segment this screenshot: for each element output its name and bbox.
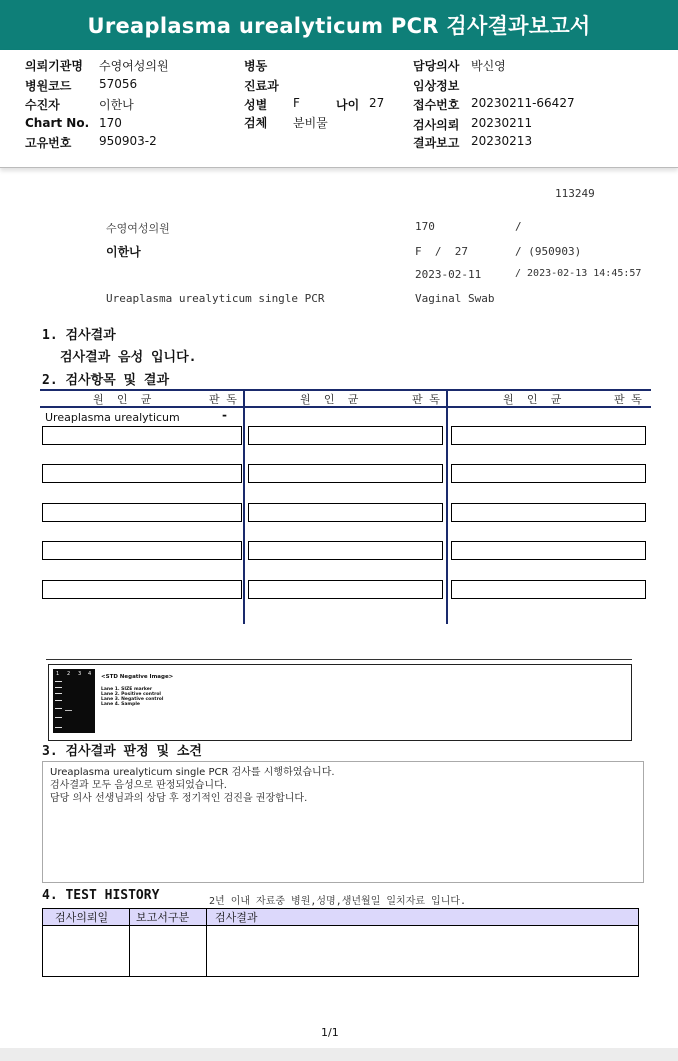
section1-title: 1. 검사결과 <box>42 328 116 343</box>
col-header-cause-2: 원 인 균 <box>300 393 359 406</box>
result-box <box>42 426 242 445</box>
gel-title: <STD Negative Image> <box>101 674 174 680</box>
report-title-bar <box>0 0 678 50</box>
result-box <box>248 426 443 445</box>
info-specimen: Vaginal Swab <box>415 292 495 305</box>
findings-box <box>42 761 644 883</box>
section4-note: 2년 이내 자료중 병원,성명,생년월일 일치자료 입니다. <box>209 896 467 907</box>
marker-band <box>55 700 62 701</box>
lane-number: 1 <box>56 671 60 677</box>
marker-band <box>55 693 62 694</box>
section3-title: 3. 검사결과 판정 및 소견 <box>42 744 202 759</box>
history-col-result: 검사결과 <box>207 909 638 926</box>
sex-value: F <box>293 96 300 110</box>
institution-value: 수영여성의원 <box>99 59 169 73</box>
doctor-label: 담당의사 <box>413 59 460 73</box>
page-number: 1/1 <box>321 1026 339 1039</box>
specimen-value: 분비물 <box>293 116 328 130</box>
result-box <box>451 464 646 483</box>
report-date-value: 20230213 <box>471 134 533 148</box>
history-col-divider <box>206 909 207 976</box>
item-name-1: Ureaplasma urealyticum <box>45 411 180 424</box>
chart-no-label: Chart No. <box>25 116 90 130</box>
report-title: Ureaplasma urealyticum PCR 검사결과보고서 <box>87 14 591 38</box>
institution-label: 의뢰기관명 <box>25 59 83 73</box>
id-number: 113249 <box>555 187 595 200</box>
section1-result: 검사결과 음성 입니다. <box>60 350 197 365</box>
item-result-1: - <box>222 408 227 422</box>
doctor-value: 박신영 <box>471 59 506 73</box>
result-box <box>451 580 646 599</box>
result-box <box>42 503 242 522</box>
patient-label: 수진자 <box>25 98 60 112</box>
result-box <box>248 503 443 522</box>
receipt-no-label: 접수번호 <box>413 98 460 112</box>
hospital-code-value: 57056 <box>99 77 138 91</box>
report-date-label: 결과보고 <box>413 136 460 150</box>
result-box <box>42 541 242 560</box>
history-col-divider <box>129 909 130 976</box>
finding-line: Ureaplasma urealyticum single PCR 검사를 시행하였습니다. <box>50 767 335 778</box>
gel-lane-desc: Lane 2. Positive control <box>101 692 161 697</box>
receipt-no-value: 20230211-66427 <box>471 96 575 110</box>
grid-vline-1 <box>243 389 245 624</box>
col-header-cause-1: 원 인 균 <box>93 393 152 406</box>
col-header-judge-1: 판 독 <box>209 393 237 406</box>
chart-no-value: 170 <box>99 116 122 130</box>
lane-number: 4 <box>88 671 92 677</box>
info-request-date: 2023-02-11 <box>415 268 482 281</box>
gel-lane-desc: Lane 4. Sample <box>101 702 140 707</box>
col-header-judge-2: 판 독 <box>412 393 440 406</box>
specimen-label: 검체 <box>244 116 268 130</box>
info-slash: / <box>515 220 522 233</box>
history-col-request-date: 검사의뢰일 <box>43 909 129 926</box>
gel-top-rule <box>46 659 632 660</box>
test-history-table <box>42 908 639 977</box>
ward-label: 병동 <box>244 59 268 73</box>
clinical-info-label: 임상정보 <box>413 79 460 93</box>
request-date-value: 20230211 <box>471 116 533 130</box>
info-patient: 이한나 <box>106 245 141 259</box>
marker-band <box>55 681 62 682</box>
gel-electrophoresis-image <box>53 669 95 733</box>
unique-no-label: 고유번호 <box>25 136 72 150</box>
gel-lane-desc: Lane 3. Negative control <box>101 697 164 702</box>
info-report-datetime: / 2023-02-13 14:45:57 <box>515 268 642 279</box>
lane-number: 2 <box>67 671 71 677</box>
sex-label: 성별 <box>244 98 268 112</box>
unique-no-value: 950903-2 <box>99 134 157 148</box>
footer-strip <box>0 1048 678 1061</box>
info-institution: 수영여성의원 <box>106 222 170 235</box>
lane-number: 3 <box>78 671 82 677</box>
result-box <box>248 541 443 560</box>
marker-band <box>55 727 62 728</box>
info-chart-no: 170 <box>415 220 435 233</box>
info-test-name: Ureaplasma urealyticum single PCR <box>106 292 325 305</box>
result-box <box>42 464 242 483</box>
result-box <box>451 426 646 445</box>
info-sex-age: F / 27 <box>415 245 468 258</box>
result-box <box>248 464 443 483</box>
positive-band <box>65 710 72 711</box>
marker-band <box>55 687 62 688</box>
col-header-cause-3: 원 인 균 <box>503 393 562 406</box>
request-date-label: 검사의뢰 <box>413 118 460 132</box>
marker-band <box>55 708 62 709</box>
finding-line: 담당 의사 선생님과의 상담 후 정기적인 검진을 권장합니다. <box>50 793 308 804</box>
hospital-code-label: 병원코드 <box>25 79 72 93</box>
age-label: 나이 <box>336 98 360 112</box>
result-box <box>451 541 646 560</box>
result-box <box>248 580 443 599</box>
section4-title: 4. TEST HISTORY <box>42 888 160 903</box>
result-box <box>451 503 646 522</box>
patient-value: 이한나 <box>99 98 134 112</box>
finding-line: 검사결과 모두 음성으로 판정되었습니다. <box>50 780 227 791</box>
age-value: 27 <box>369 96 385 110</box>
info-birth: / (950903) <box>515 245 582 258</box>
dept-label: 진료과 <box>244 79 279 93</box>
history-col-report-type: 보고서구분 <box>130 909 206 926</box>
result-box <box>42 580 242 599</box>
marker-band <box>55 717 62 718</box>
col-header-judge-3: 판 독 <box>614 393 642 406</box>
grid-vline-2 <box>446 389 448 624</box>
gel-lane-desc: Lane 1. SIZE marker <box>101 687 153 692</box>
section2-title: 2. 검사항목 및 결과 <box>42 373 170 388</box>
